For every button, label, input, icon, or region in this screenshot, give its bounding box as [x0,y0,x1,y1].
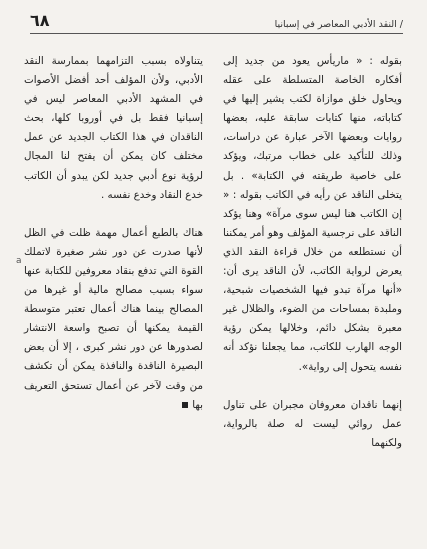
left-column-paragraph-1: يتناولاه بسبب التزامهما بممارسة النقد الأدبي، ولأن المؤلف أحد أفضل الأصوات في المشهد الأدبي المعاصر ليس في إسبانيا فقط بل في أوروبا كلها، بحث الناقدان في هذا الكتاب الجديد عن عمل مختلف كان يمكن أن يفتح لنا المجال لرؤية نوع أدبي جديد لكن يبدو أن الكاتب خدع النقاد وخدع نفسه . [24,55,203,201]
left-column [24,52,203,453]
right-column [223,52,402,453]
page-number: ٦٨ [30,11,50,30]
left-column-paragraph-2 [24,224,203,415]
header-page-number-group [30,11,50,30]
margin-note-mark: a [16,256,22,266]
text-columns [24,52,402,453]
right-column-paragraph-1: بقوله : « ماريأس يعود من جديد إلى أفكاره الخاصة المتسلطة على عقله ويحاول خلق موازاة لكتب يشير إليها في كتاباته، منها كتابات سابقة عليه، بعضها روايات وبعضها الآخر عبارة عن دراسات، وذلك للتأكيد على خطاب مرتبك، ويؤكد على خاصية طريقته في الكتابة» . بل يتخلى الناقد عن رأيه في الكاتب بقوله : « إن الكاتب هنا ليس سوى مرآة» وهنا يؤكد الناقد على نرجسية المؤلف وهو أمر يمكننا أن نستطلعه من خلال قراءة النقد الذي يعرض لرواية الكاتب، لأن الناقد يرى أن: «أنها مرآة تبدو فيها الشخصيات شبحية، وملبدة بمساحات من الضوء، والظلال غير معبرة بشكل دائم، وخلالها يمكن رؤية الوجه الهارب للكاتب، مما يجعلنا نؤكد أنه نفسه يتحول إلى رواية». [223,55,402,373]
page-header [30,10,403,34]
running-title: / النقد الأدبي المعاصر في إسبانيا [274,19,403,30]
left-column-paragraph-2-text: هناك بالطبع أعمال مهمة ظلت في الظل لأنها صدرت عن دور نشر صغيرة لاتملك القوة التي تدفع بنقاد معروفين للكتابة عنها سواء بسبب مصالح مالية أو غيرها من المصالح بينما هناك أعمال تعتبر متوسطة القيمة يمكنها أن تصبح واسعة الانتشار لصدورها عن دور نشر كبرى ، إلا أن بعض البصيرة الناقدة والنافذة يمكن أن تكشف من وقت لآخر عن أعمال تستحق التعريف بها [24,226,203,411]
right-column-paragraph-2: إنهما ناقدان معروفان مجبران على تناول عمل روائي ليست له صلة بالرواية، ولكنهما [223,398,402,449]
end-of-section-square-icon [182,402,188,408]
